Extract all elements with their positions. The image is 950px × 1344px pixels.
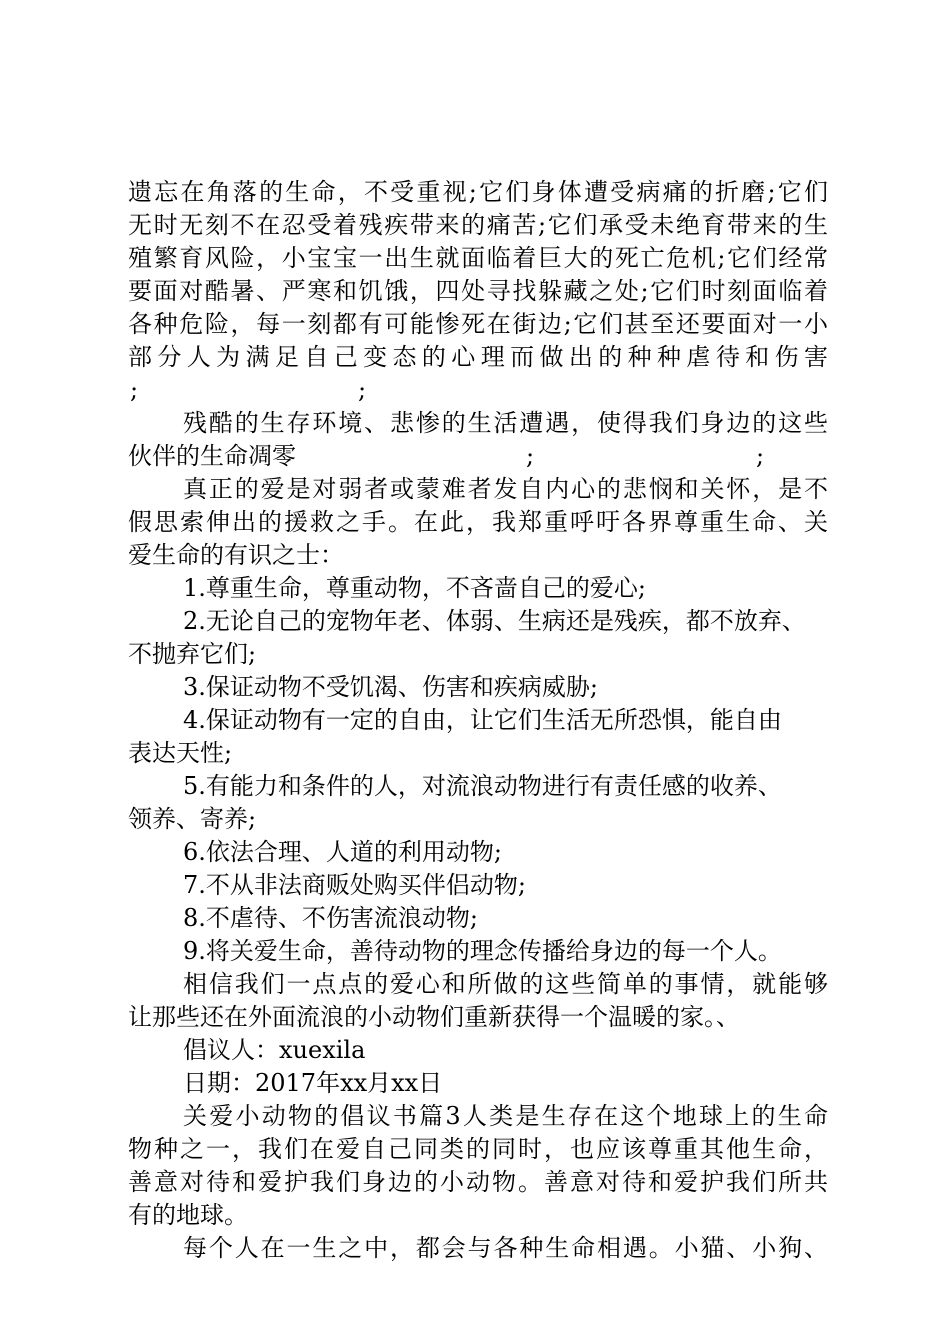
text-line: 5.有能力和条件的人，对流浪动物进行有责任感的收养、 xyxy=(183,772,782,800)
paragraph-appeal xyxy=(128,473,828,1265)
text-line: 关爱小动物的倡议书篇3人类是生存在这个地球上的生命 xyxy=(183,1102,828,1130)
text-line: 2.无论自己的宠物年老、体弱、生病还是残疾，都不放弃、 xyxy=(183,607,806,635)
text-line: 遗忘在角落的生命，不受重视;它们身体遭受病痛的折磨;它们 xyxy=(128,178,828,206)
semicolon: ; xyxy=(358,376,367,404)
text-line: 表达天性; xyxy=(128,739,233,767)
text-line: 要面对酷暑、严寒和饥饿，四处寻找躲藏之处;它们时刻面临着 xyxy=(128,277,828,305)
withered-row xyxy=(128,440,828,473)
text-line: 让那些还在外面流浪的小动物们重新获得一个温暖的家。、 xyxy=(128,1003,740,1031)
text-line: 7.不从非法商贩处购买伴侣动物; xyxy=(183,871,526,899)
semicolon: ; xyxy=(526,442,535,470)
semicolon: ; xyxy=(756,442,765,470)
text-line: 倡议人：xuexila xyxy=(183,1036,366,1064)
document-page xyxy=(128,176,828,1265)
text-line: 3.保证动物不受饥渴、伤害和疾病威胁; xyxy=(183,673,598,701)
text-line: 真正的爱是对弱者或蒙难者发自内心的悲悯和关怀，是不 xyxy=(183,475,828,503)
text-line: 1.尊重生命，尊重动物，不吝啬自己的爱心; xyxy=(183,574,646,602)
text-line: 领养、寄养; xyxy=(128,805,257,833)
text-line: 各种危险，每一刻都有可能惨死在街边;它们甚至还要面对一小 xyxy=(128,310,828,338)
text-line: 物种之一，我们在爱自己同类的同时，也应该尊重其他生命， xyxy=(128,1135,828,1163)
paragraph-environment xyxy=(128,407,828,440)
text-line: 8.不虐待、不伤害流浪动物; xyxy=(183,904,478,932)
text-line: 有的地球。 xyxy=(128,1201,248,1229)
text-line: 9.将关爱生命，善待动物的理念传播给身边的每一个人。 xyxy=(183,937,782,965)
withered-text: 伙伴的生命凋零 xyxy=(128,442,296,470)
text-line: 不抛弃它们; xyxy=(128,640,257,668)
text-line: 相信我们一点点的爱心和所做的这些简单的事情，就能够 xyxy=(183,970,828,998)
text-line: 部分人为满足自己变态的心理而做出的种种虐待和伤害 xyxy=(128,343,828,371)
text-line: 无时无刻不在忍受着残疾带来的痛苦;它们承受未绝育带来的生 xyxy=(128,211,828,239)
text-line: 4.保证动物有一定的自由，让它们生活无所恐惧，能自由 xyxy=(183,706,782,734)
text-line: 善意对待和爱护我们身边的小动物。善意对待和爱护我们所共 xyxy=(128,1168,828,1196)
text-line: 日期：2017年xx月xx日 xyxy=(183,1069,443,1097)
text-line: 爱生命的有识之士： xyxy=(128,541,344,569)
text-line: 假思索伸出的援救之手。在此，我郑重呼吁各界尊重生命、关 xyxy=(128,508,828,536)
semicolon: ; xyxy=(130,376,139,404)
paragraph-suffering xyxy=(128,176,828,374)
semicolon-row xyxy=(128,374,828,407)
text-line: 6.依法合理、人道的利用动物; xyxy=(183,838,502,866)
text-line: 殖繁育风险，小宝宝一出生就面临着巨大的死亡危机;它们经常 xyxy=(128,244,828,272)
text-line: 每个人在一生之中，都会与各种生命相遇。小猫、小狗、 xyxy=(183,1234,828,1262)
text-line: 残酷的生存环境、悲惨的生活遭遇，使得我们身边的这些 xyxy=(183,409,828,437)
